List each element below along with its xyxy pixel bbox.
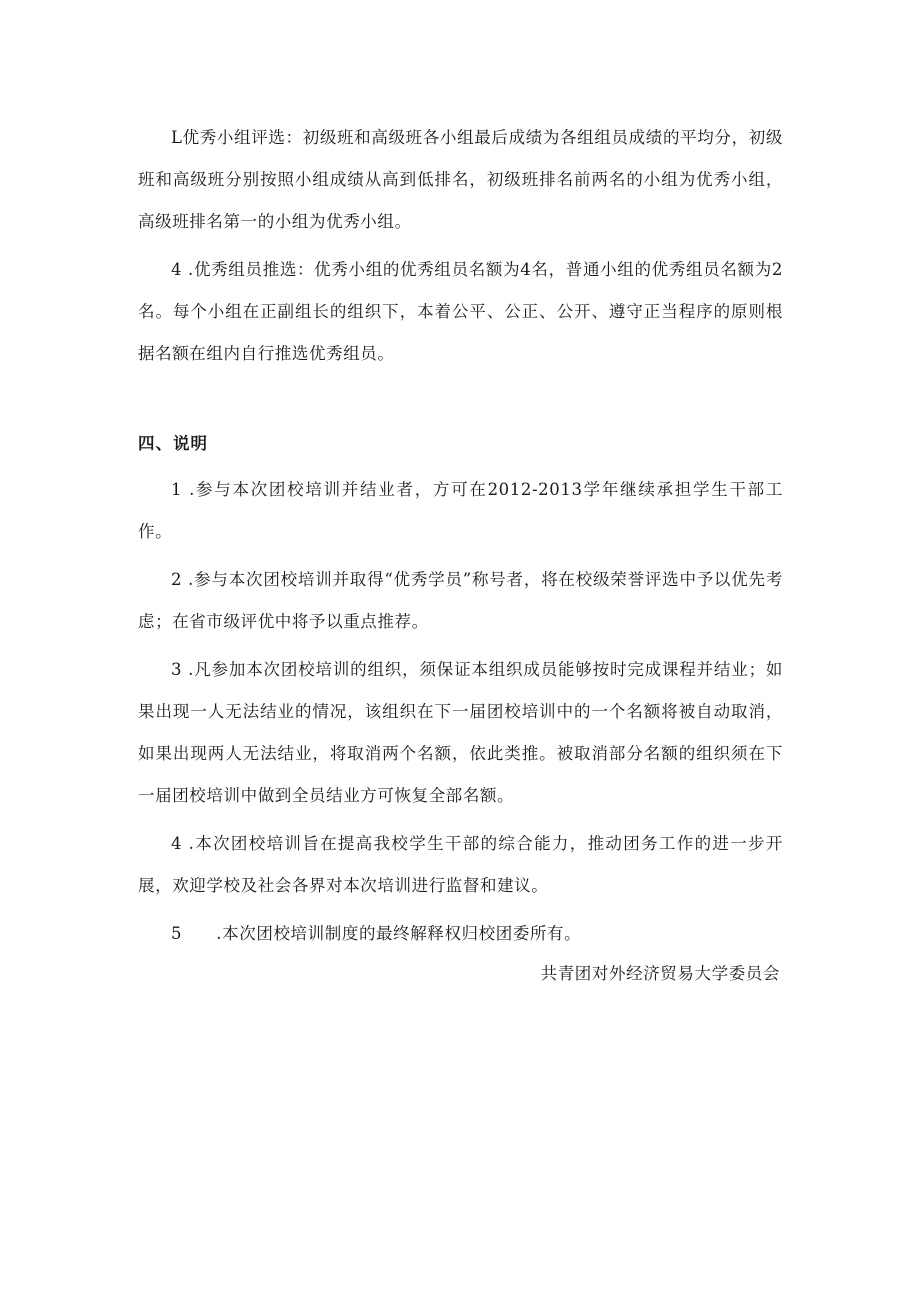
criteria-paragraph-excellent-member: 4 .优秀组员推选：优秀小组的优秀组员名额为4名，普通小组的优秀组员名额为2名。每个小组在正副组长的组织下，本着公平、公正、公开、遵守正当程序的原则根据名额在组内自行推选优秀组员。: [138, 260, 783, 363]
criteria-paragraph-excellent-group: L优秀小组评选：初级班和高级班各小组最后成绩为各组组员成绩的平均分，初级班和高级班分别按照小组成绩从高到低排名，初级班排名前两名的小组为优秀小组，高级班排名第一的小组为优秀小组。: [138, 128, 783, 231]
document-body: [138, 117, 783, 955]
notes-item-2: 2 .参与本次团校培训并取得“优秀学员”称号者，将在校级荣誉评选中予以优先考虑；在省市级评优中将予以重点推荐。: [138, 570, 783, 631]
notes-item-5: 5 .本次团校培训制度的最终解释权归校团委所有。: [171, 924, 582, 943]
notes-item-3: 3 .凡参加本次团校培训的组织，须保证本组织成员能够按时完成课程并结业；如果出现一人无法结业的情况，该组织在下一届团校培训中的一个名额将被自动取消，如果出现两人无法结业，将取消两个名额，依此类推。被取消部分名额的组织须在下一届团校培训中做到全员结业方可恢复全部名额。: [138, 660, 783, 805]
section-heading-notes: 四、说明: [138, 434, 208, 453]
notes-item-1: 1 .参与本次团校培训并结业者，方可在2012-2013学年继续承担学生干部工作。: [138, 480, 783, 541]
notes-item-4: 4 .本次团校培训旨在提高我校学生干部的综合能力，推动团务工作的进一步开展，欢迎学校及社会各界对本次培训进行监督和建议。: [138, 834, 783, 895]
issuer-signature: 共青团对外经济贸易大学委员会: [540, 964, 780, 983]
